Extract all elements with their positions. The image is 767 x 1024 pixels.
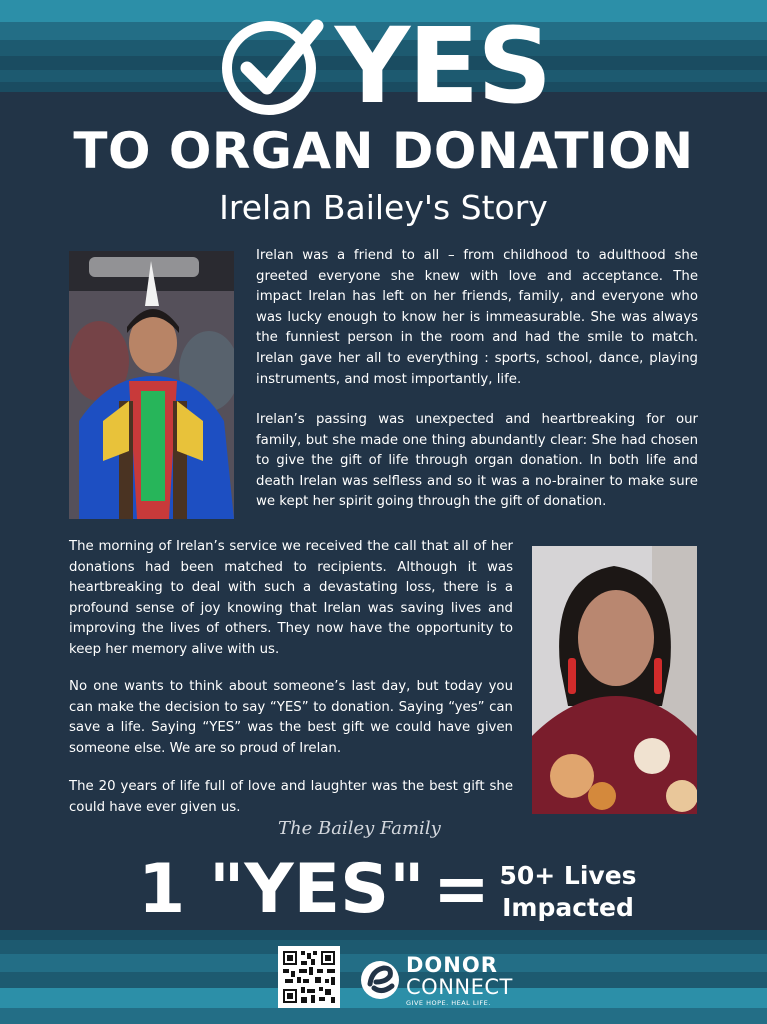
stat-equals: = (433, 850, 490, 929)
logo-connect: CONNECT (406, 975, 513, 999)
signature: The Bailey Family (278, 818, 441, 839)
logo-tagline: GIVE HOPE. HEAL LIFE. (406, 999, 491, 1007)
stat-one-yes: 1 "YES" (138, 850, 425, 929)
stat-callout (0, 848, 767, 928)
logo-donor: DONOR (406, 953, 498, 977)
story-paragraph-2: Irelan’s passing was unexpected and heartbreaking for our family, but she made one thing abundantly clear: She had chosen to give the gift of life through organ donation. In both life and death Irelan was selfless and so it was a no-brainer to make sure we kept her spirit going through the gift of donation. (256, 412, 698, 510)
donor-connect-symbol-icon (360, 954, 402, 1006)
story-paragraph-5: The 20 years of life full of love and laughter was the best gift she could have ever given us. (69, 779, 513, 815)
stat-line-1: 50+ Lives (499, 861, 637, 890)
headline (0, 5, 767, 127)
story-paragraph-1: Irelan was a friend to all – from childhood to adulthood she greeted everyone she knew with love and acceptance. The impact Irelan has left on her friends, family, and everyone who was lucky enough to know her is immeasurable. She was always the funniest person in the room and had the smile to match. Irelan gave her all to everything : sports, school, dance, playing instruments, and most importantly, life. (256, 248, 698, 387)
photo-irelan-regalia (69, 251, 234, 519)
headline-yes: YES (334, 5, 551, 127)
donor-connect-logo[interactable] (360, 950, 530, 1012)
story-paragraph-4: No one wants to think about someone’s last day, but today you can make the decision to say “YES” to donation. Saying “yes” can save a life. Saying “YES” was the best gift we could have given someone else. We are so proud of Irelan. (69, 679, 513, 756)
photo-irelan-portrait (532, 546, 697, 814)
stat-result (498, 860, 638, 924)
headline-subtitle: TO ORGAN DONATION (73, 122, 694, 180)
qr-code[interactable] (278, 946, 340, 1008)
stat-line-2: Impacted (502, 893, 634, 922)
story-paragraph-3: The morning of Irelan’s service we received the call that all of her donations had been matched to recipients. Although it was heartbreaking to deal with such a devastating loss, there is a profound sense of joy knowing that Irelan was saving lives and improving the lives of others. They now have the opportunity to keep her memory alive with us. (69, 539, 513, 657)
checkmark-circle-icon (217, 10, 329, 122)
story-title: Irelan Bailey's Story (219, 188, 548, 227)
